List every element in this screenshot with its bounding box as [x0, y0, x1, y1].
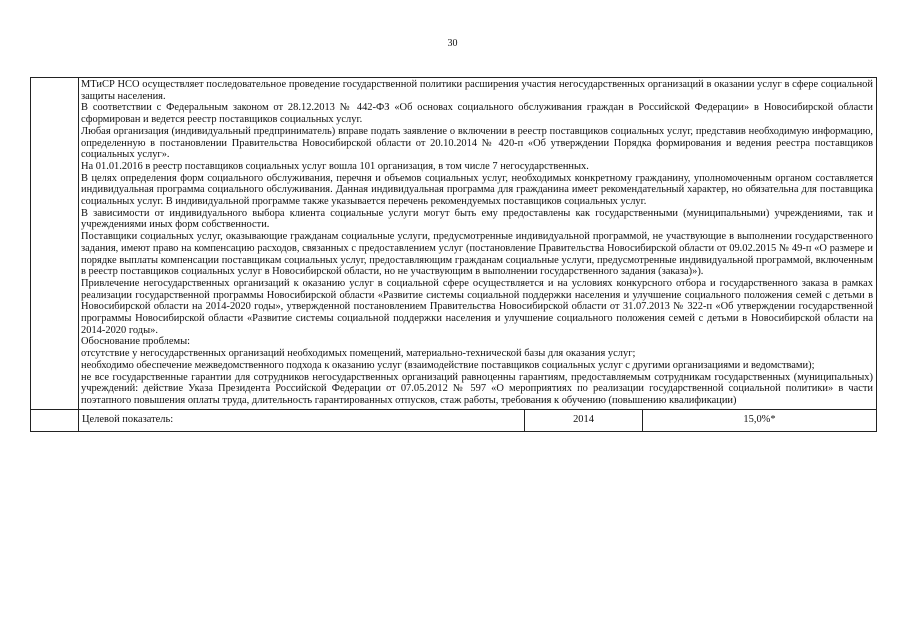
- empty-cell: [31, 409, 79, 431]
- page-number: 30: [447, 38, 458, 49]
- paragraph: В соответствии с Федеральным законом от 28.12.2013 № 442-ФЗ «Об основах социального обслуживания граждан в Российской Федерации» в Новосибирской области сформирован и ведется реестр поставщиков социальных услуг.: [81, 102, 873, 126]
- text-cell: [79, 78, 877, 410]
- paragraph: МТиСР НСО осуществляет последовательное проведение государственной политики расширения участия негосударственных организаций в оказании услуг в сфере социальной защиты населения.: [81, 79, 873, 102]
- paragraph: Поставщики социальных услуг, оказывающие гражданам социальные услуги, предусмотренные индивидуальной программой, не участвующие в выполнении государственного задания, имеют право на компенсацию расходов, связанных с предоставлением услуг (постановление Правительства Новосибирской области от 09.02.2015 № 49-п «О размере и порядке выплаты компенсации поставщикам социальных услуг, предоставляющим гражданам социальные услуги, предусмотренные индивидуальной программой, включенным в реестр поставщиков социальных услуг в Новосибирской области, но не участвующим в выполнении государственного задания (заказа)»).: [81, 231, 873, 278]
- paragraph: Обоснование проблемы:: [81, 336, 191, 348]
- paragraph: необходимо обеспечение межведомственного подхода к оказанию услуг (взаимодействие поставщиков социальных услуг с другими организациями и ведомствами);: [81, 359, 815, 371]
- paragraph: не все государственные гарантии для сотрудников негосударственных организаций равноценны гарантиям, предоставляемым сотрудникам государственных (муниципальных) учреждений: действие Указа Президента Российской Федерации от 07.05.2012 № 597 «О мероприятиях по реализации государственной социальной политики» в части поэтапного повышения оплаты труда, длительность гарантированных отпусков, стаж работы, требования к обучению (повышению квалификации): [81, 371, 873, 406]
- indicator-row: [31, 409, 877, 431]
- indicator-year: 2014: [525, 409, 643, 431]
- paragraph: В зависимости от индивидуального выбора клиента социальные услуги могут быть ему предоставлены как государственными (муниципальными) учреждениями, так и учреждениями иных форм собственности.: [81, 207, 873, 231]
- paragraph: Любая организация (индивидуальный предприниматель) вправе подать заявление о включении в реестр поставщиков социальных услуг, представив необходимую информацию, определенную в постановлении Правительства Новосибирской области от 20.10.2014 № 420-п «Об утверждении Порядка формирования и ведения реестра поставщиков социальных услуг».: [81, 125, 873, 161]
- text-row: [31, 78, 877, 410]
- paragraph: отсутствие у негосударственных организаций необходимых помещений, материально-технической базы для оказания услуг;: [81, 348, 636, 360]
- indicator-value: 15,0%*: [643, 409, 877, 431]
- content-table: [30, 77, 877, 432]
- paragraph: Привлечение негосударственных организаций к оказанию услуг в социальной сфере осуществляется и на условиях конкурсного отбора и государственного заказа в рамках реализации государственной программы Новосибирской области «Развитие системы социальной поддержки населения и улучшение социального положения семей с детьми в Новосибирской области на 2014-2020 годы», утвержденной постановлением Правительства Новосибирской области от 31.07.2013 № 322-п «Об утверждении государственной программы Новосибирской области «Развитие системы социальной поддержки населения и улучшение социального положения семей с детьми в Новосибирской области на 2014-2020 годы».: [81, 277, 873, 336]
- paragraph: В целях определения форм социального обслуживания, перечня и объемов социальных услуг, необходимых конкретному гражданину, уполномоченным органом составляется индивидуальная программа социального обслуживания. Данная индивидуальная программа для гражданина имеет рекомендательный характер, но обязательна для поставщика социальных услуг. В индивидуальной программе также указывается перечень рекомендуемых поставщиков социальных услуг.: [81, 172, 873, 208]
- indicator-label: Целевой показатель:: [79, 409, 525, 431]
- paragraph: На 01.01.2016 в реестр поставщиков социальных услуг вошла 101 организация, в том числе 7 негосударственных.: [81, 160, 589, 172]
- empty-cell: [31, 78, 79, 410]
